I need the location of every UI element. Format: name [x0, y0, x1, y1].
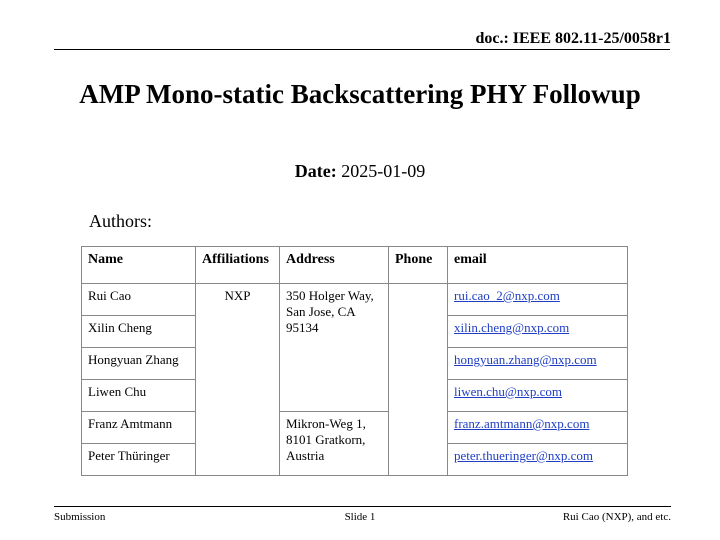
author-name: Rui Cao: [82, 284, 196, 316]
author-name: Liwen Chu: [82, 380, 196, 412]
address-line: 350 Holger Way,: [286, 288, 374, 303]
email-link[interactable]: rui.cao_2@nxp.com: [454, 288, 560, 303]
email-link[interactable]: peter.thueringer@nxp.com: [454, 448, 594, 463]
header-address: Address: [280, 247, 389, 284]
address-line: Austria: [286, 448, 325, 463]
header-email: email: [448, 247, 628, 284]
address-cell-2: [280, 412, 389, 476]
phone-cell: [389, 284, 448, 476]
header-phone: Phone: [389, 247, 448, 284]
address-line: Mikron-Weg 1,: [286, 416, 366, 431]
address-cell-1: [280, 284, 389, 412]
email-cell: [448, 316, 628, 348]
authors-heading: Authors:: [89, 211, 152, 231]
email-cell: [448, 444, 628, 476]
table-header-row: [82, 247, 628, 284]
table-row: [82, 412, 628, 444]
header-affiliations: Affiliations: [196, 247, 280, 284]
author-name: Xilin Cheng: [82, 316, 196, 348]
email-cell: [448, 284, 628, 316]
email-link[interactable]: xilin.cheng@nxp.com: [454, 320, 570, 335]
email-link[interactable]: hongyuan.zhang@nxp.com: [454, 352, 597, 367]
footer-submission: Submission: [54, 511, 106, 523]
affiliation-cell: NXP: [196, 284, 280, 476]
slide-title: AMP Mono-static Backscattering PHY Followup: [79, 79, 641, 109]
date-label: Date:: [294, 161, 337, 181]
email-cell: [448, 380, 628, 412]
authors-table: [81, 246, 628, 476]
address-line: San Jose, CA: [286, 304, 356, 319]
author-name: Franz Amtmann: [82, 412, 196, 444]
table-row: [82, 284, 628, 316]
date-line: [0, 161, 720, 182]
footer-slide-number: Slide 1: [344, 511, 376, 523]
email-link[interactable]: franz.amtmann@nxp.com: [454, 416, 590, 431]
footer-author: Rui Cao (NXP), and etc.: [562, 511, 671, 523]
header-name: Name: [82, 247, 196, 284]
author-name: Peter Thüringer: [82, 444, 196, 476]
author-name: Hongyuan Zhang: [82, 348, 196, 380]
email-cell: [448, 412, 628, 444]
footer-divider: [54, 506, 671, 507]
email-link[interactable]: liwen.chu@nxp.com: [454, 384, 563, 399]
document-id: doc.: IEEE 802.11-25/0058r1: [475, 30, 671, 47]
header-divider: [54, 49, 670, 50]
email-cell: [448, 348, 628, 380]
address-line: 8101 Gratkorn,: [286, 432, 366, 447]
address-line: 95134: [286, 320, 319, 335]
date-value: 2025-01-09: [341, 161, 426, 181]
